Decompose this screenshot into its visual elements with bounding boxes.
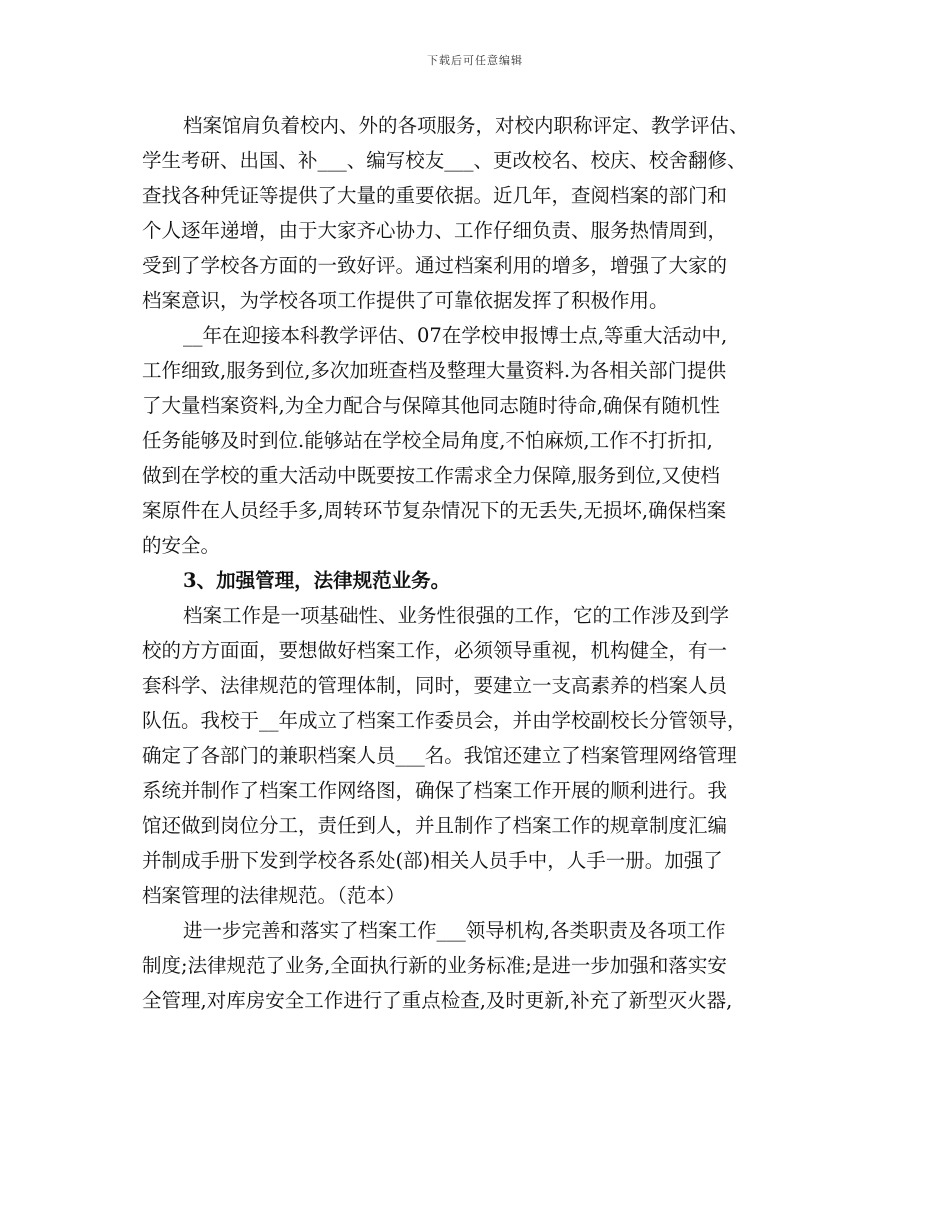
paragraph-line: 做到在学校的重大活动中既要按工作需求全力保障,服务到位,又使档 (142, 464, 720, 487)
paragraph-line: 套科学、法律规范的管理体制，同时，要建立一支高素养的档案人员 (142, 674, 728, 697)
paragraph-line: 的安全。 (142, 534, 221, 557)
paragraph-line: 工作细致,服务到位,多次加班查档及整理大量资料.为各相关部门提供 (142, 359, 727, 382)
paragraph-line: 学生考研、出国、补___、编写校友___、更改校名、校庆、校舍翻修、 (142, 149, 747, 172)
page-header: 下载后可任意编辑 (427, 54, 523, 67)
paragraph-line: 任务能够及时到位.能够站在学校全局角度,不怕麻烦,工作不打折扣, (142, 429, 713, 452)
paragraph-line: 档案工作是一项基础性、业务性很强的工作，它的工作涉及到学 (183, 604, 730, 627)
document-body (142, 108, 814, 1018)
paragraph-line: 系统并制作了档案工作网络图，确保了档案工作开展的顺利进行。我 (142, 779, 728, 802)
paragraph-line: 档案管理的法律规范。（范本） (142, 884, 406, 907)
paragraph-line: 校的方方面面，要想做好档案工作，必须领导重视，机构健全，有一 (142, 639, 728, 662)
paragraph-line: 队伍。我校于__年成立了档案工作委员会，并由学校副校长分管领导， (142, 709, 747, 732)
paragraph-line: 制度;法律规范了业务,全面执行新的业务标准;是进一步加强和落实安 (142, 954, 727, 977)
section-heading: 3、加强管理，法律规范业务。 (183, 569, 451, 592)
paragraph-line: 档案意识，为学校各项工作提供了可靠依据发挥了积极作用。 (142, 289, 669, 312)
paragraph-line: __年在迎接本科教学评估、07在学校申报博士点,等重大活动中, (183, 324, 728, 347)
paragraph-line: 查找各种凭证等提供了大量的重要依据。近几年，查阅档案的部门和 (142, 184, 728, 207)
paragraph-line: 案原件在人员经手多,周转环节复杂情况下的无丢失,无损坏,确保档案 (142, 499, 727, 522)
paragraph-line: 全管理,对库房安全工作进行了重点检查,及时更新,补充了新型灭火器, (142, 989, 733, 1012)
paragraph-line: 档案馆肩负着校内、外的各项服务，对校内职称评定、教学评估、 (183, 114, 749, 137)
paragraph-line: 并制成手册下发到学校各系处(部)相关人员手中，人手一册。加强了 (142, 849, 723, 872)
paragraph-line: 个人逐年递增，由于大家齐心协力、工作仔细负责、服务热情周到， (142, 219, 728, 242)
paragraph-line: 了大量档案资料,为全力配合与保障其他同志随时待命,确保有随机性 (142, 394, 720, 417)
paragraph-line: 馆还做到岗位分工，责任到人，并且制作了档案工作的规章制度汇编 (142, 814, 728, 837)
paragraph-line: 确定了各部门的兼职档案人员___名。我馆还建立了档案管理网络管理 (142, 744, 737, 767)
paragraph-line: 受到了学校各方面的一致好评。通过档案利用的增多，增强了大家的 (142, 254, 728, 277)
paragraph-line: 进一步完善和落实了档案工作___领导机构,各类职责及各项工作 (183, 919, 726, 942)
